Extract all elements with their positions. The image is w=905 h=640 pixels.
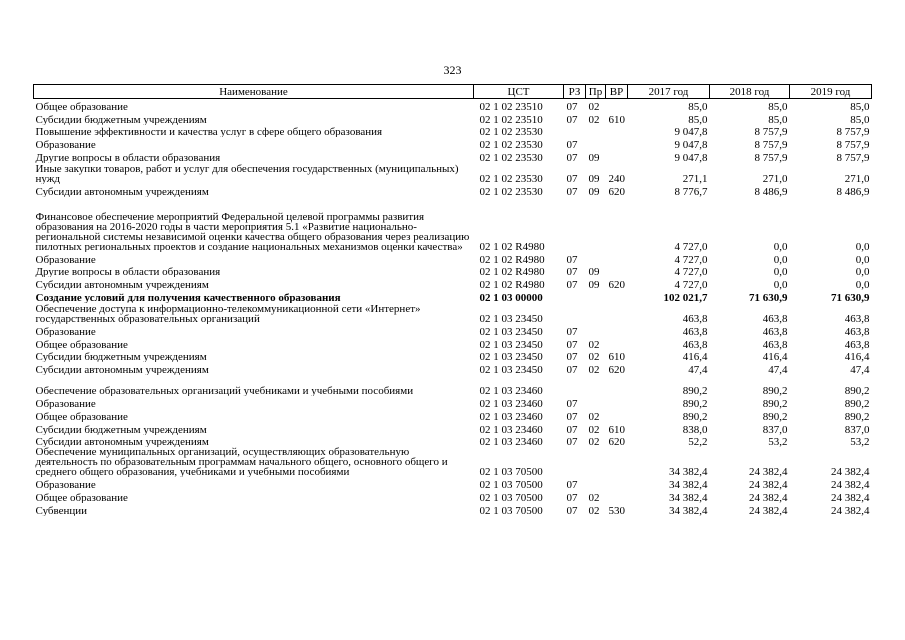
row-cst: 02 1 03 70500 xyxy=(479,491,543,503)
row-pr: 09 xyxy=(588,266,600,278)
header-name: Наименование xyxy=(34,85,474,99)
row-value-2018: 890,2 xyxy=(762,397,788,409)
row-value-2019: 47,4 xyxy=(850,364,870,376)
row-value-2018: 271,0 xyxy=(762,172,788,184)
row-cst: 02 1 02 R4980 xyxy=(479,253,545,265)
table-row xyxy=(34,375,872,396)
row-cst: 02 1 02 23530 xyxy=(479,185,543,197)
row-cst: 02 1 03 70500 xyxy=(479,466,543,478)
row-cst: 02 1 02 23510 xyxy=(479,113,543,125)
row-value-2017: 34 382,4 xyxy=(669,466,708,478)
row-value-2018: 53,2 xyxy=(768,436,788,448)
row-rz: 07 xyxy=(566,172,578,184)
row-name: Обеспечение муниципальных организаций, осуществляющих образовательную деятельность по образовательным программам начального общего, основного общего и среднего общего образования, учебниками и учебными пособиями xyxy=(35,447,448,478)
row-pr: 02 xyxy=(588,504,600,516)
row-name: Создание условий для получения качественного образования xyxy=(35,291,341,303)
row-pr: 02 xyxy=(588,338,600,350)
row-name: Обеспечение доступа к информационно-телекоммуникационной сети «Интернет» государственных образовательных организаций xyxy=(35,302,421,324)
row-cst: 02 1 03 70500 xyxy=(479,504,543,516)
header-pr: Пр xyxy=(586,85,606,99)
row-value-2017: 4 727,0 xyxy=(674,266,708,278)
row-value-2019: 24 382,4 xyxy=(831,479,870,491)
row-cst: 02 1 03 23460 xyxy=(479,397,543,409)
row-name: Другие вопросы в области образования xyxy=(35,151,221,163)
row-pr: 09 xyxy=(588,279,600,291)
row-value-2019: 0,0 xyxy=(855,279,870,291)
row-rz: 07 xyxy=(566,100,578,112)
row-value-2018: 890,2 xyxy=(762,410,788,422)
row-cst: 02 1 02 23530 xyxy=(479,126,543,138)
row-value-2018: 0,0 xyxy=(773,253,788,265)
row-value-2017: 463,8 xyxy=(682,338,708,350)
row-value-2019: 8 486,9 xyxy=(836,185,870,197)
row-name: Обеспечение образовательных организаций учебниками и учебными пособиями xyxy=(35,385,414,397)
row-rz xyxy=(564,303,586,324)
row-rz: 07 xyxy=(566,279,578,291)
row-value-2017: 890,2 xyxy=(682,385,708,397)
row-value-2019: 837,0 xyxy=(844,423,870,435)
row-vr xyxy=(606,137,628,150)
row-value-2019: 85,0 xyxy=(850,100,870,112)
row-cst: 02 1 03 23450 xyxy=(479,325,543,337)
row-value-2017: 890,2 xyxy=(682,410,708,422)
row-value-2017: 4 727,0 xyxy=(674,279,708,291)
row-value-2017: 463,8 xyxy=(682,312,708,324)
row-value-2019: 24 382,4 xyxy=(831,491,870,503)
row-value-2017: 890,2 xyxy=(682,397,708,409)
row-value-2019: 890,2 xyxy=(844,410,870,422)
row-vr: 620 xyxy=(608,185,625,197)
row-pr xyxy=(586,137,606,150)
row-vr xyxy=(606,396,628,409)
row-name: Общее образование xyxy=(35,100,128,112)
row-vr: 610 xyxy=(608,423,625,435)
table-row xyxy=(34,396,872,409)
row-value-2017: 34 382,4 xyxy=(669,491,708,503)
row-value-2018: 0,0 xyxy=(773,279,788,291)
row-pr: 02 xyxy=(588,410,600,422)
row-rz xyxy=(564,125,586,138)
row-rz: 07 xyxy=(566,351,578,363)
row-rz: 07 xyxy=(566,423,578,435)
table-row xyxy=(34,99,872,112)
row-value-2017: 416,4 xyxy=(682,351,708,363)
row-name: Образование xyxy=(35,325,96,337)
table-header xyxy=(34,85,872,99)
row-cst: 02 1 02 23530 xyxy=(479,151,543,163)
row-value-2017: 463,8 xyxy=(682,325,708,337)
row-value-2019: 890,2 xyxy=(844,397,870,409)
row-cst: 02 1 03 23460 xyxy=(479,385,543,397)
row-pr xyxy=(586,252,606,265)
row-name: Образование xyxy=(35,397,96,409)
row-value-2017: 34 382,4 xyxy=(669,504,708,516)
row-cst: 02 1 03 23460 xyxy=(479,410,543,422)
row-cst: 02 1 02 23510 xyxy=(479,100,543,112)
header-cst: ЦСТ xyxy=(474,85,564,99)
row-value-2018: 24 382,4 xyxy=(749,466,788,478)
row-pr xyxy=(586,324,606,337)
row-value-2017: 52,2 xyxy=(688,436,708,448)
table-row xyxy=(34,503,872,516)
row-pr: 02 xyxy=(588,436,600,448)
row-vr xyxy=(606,303,628,324)
table-row xyxy=(34,163,872,184)
row-vr xyxy=(606,477,628,490)
row-cst: 02 1 03 23450 xyxy=(479,364,543,376)
row-pr: 02 xyxy=(588,351,600,363)
row-value-2018: 463,8 xyxy=(762,312,788,324)
row-pr xyxy=(586,125,606,138)
table-row xyxy=(34,277,872,290)
row-name: Субсидии бюджетным учреждениям xyxy=(35,113,207,125)
row-name: Общее образование xyxy=(35,491,128,503)
row-value-2017: 85,0 xyxy=(688,100,708,112)
row-rz: 07 xyxy=(566,113,578,125)
row-rz: 07 xyxy=(566,253,578,265)
table-row xyxy=(34,324,872,337)
row-name: Субсидии автономным учреждениям xyxy=(35,279,209,291)
row-cst: 02 1 03 23460 xyxy=(479,423,543,435)
row-cst: 02 1 02 23530 xyxy=(479,139,543,151)
row-value-2017: 4 727,0 xyxy=(674,240,708,252)
row-value-2019: 53,2 xyxy=(850,436,870,448)
row-value-2018: 890,2 xyxy=(762,385,788,397)
row-value-2019: 8 757,9 xyxy=(836,151,870,163)
row-name: Субсидии бюджетным учреждениям xyxy=(35,351,207,363)
row-cst: 02 1 02 23530 xyxy=(479,172,543,184)
row-cst: 02 1 02 R4980 xyxy=(479,279,545,291)
row-cst: 02 1 02 R4980 xyxy=(479,240,545,252)
row-value-2019: 24 382,4 xyxy=(831,504,870,516)
row-vr xyxy=(606,409,628,422)
row-rz: 07 xyxy=(566,410,578,422)
row-pr: 02 xyxy=(588,491,600,503)
table-row xyxy=(34,125,872,138)
table-row xyxy=(34,265,872,278)
row-rz xyxy=(564,290,586,303)
header-2017: 2017 год xyxy=(628,85,710,99)
table-row xyxy=(34,447,872,477)
table-row xyxy=(34,137,872,150)
row-value-2019: 890,2 xyxy=(844,385,870,397)
header-2019: 2019 год xyxy=(790,85,872,99)
row-name: Субсидии бюджетным учреждениям xyxy=(35,423,207,435)
row-cst: 02 1 03 23450 xyxy=(479,312,543,324)
row-name: Общее образование xyxy=(35,410,128,422)
row-cst: 02 1 03 23460 xyxy=(479,436,543,448)
row-value-2018: 85,0 xyxy=(768,113,788,125)
row-name: Другие вопросы в области образования xyxy=(35,266,221,278)
row-pr xyxy=(586,197,606,252)
row-vr: 610 xyxy=(608,351,625,363)
row-value-2017: 271,1 xyxy=(682,172,708,184)
row-name: Иные закупки товаров, работ и услуг для обеспечения государственных (муниципальных) нужд xyxy=(35,162,459,184)
row-value-2017: 102 021,7 xyxy=(663,291,708,303)
row-value-2019: 271,0 xyxy=(844,172,870,184)
table-row xyxy=(34,477,872,490)
budget-table xyxy=(33,84,872,516)
row-value-2017: 9 047,8 xyxy=(674,139,708,151)
row-value-2018: 837,0 xyxy=(762,423,788,435)
row-rz: 07 xyxy=(566,325,578,337)
row-vr xyxy=(606,337,628,350)
row-value-2017: 47,4 xyxy=(688,364,708,376)
row-cst: 02 1 02 R4980 xyxy=(479,266,545,278)
row-vr xyxy=(606,99,628,112)
row-cst: 02 1 03 70500 xyxy=(479,479,543,491)
table-row xyxy=(34,112,872,125)
row-name: Образование xyxy=(35,139,96,151)
row-value-2018: 85,0 xyxy=(768,100,788,112)
row-value-2018: 47,4 xyxy=(768,364,788,376)
row-value-2019: 71 630,9 xyxy=(831,291,870,303)
row-rz: 07 xyxy=(566,504,578,516)
row-value-2018: 24 382,4 xyxy=(749,491,788,503)
row-name: Субсидии автономным учреждениям xyxy=(35,185,209,197)
row-value-2018: 8 486,9 xyxy=(754,185,788,197)
row-pr: 09 xyxy=(588,172,600,184)
row-vr xyxy=(606,447,628,477)
row-rz: 07 xyxy=(566,479,578,491)
row-value-2018: 0,0 xyxy=(773,266,788,278)
row-value-2019: 0,0 xyxy=(855,266,870,278)
row-cst: 02 1 03 23450 xyxy=(479,338,543,350)
row-name: Финансовое обеспечение мероприятий Федеральной целевой программы развития образования на 2016-2020 годы в части мероприятия 5.1 «Развитие национально-региональной системы независимой оценки качества общего образования через реализацию пилотных региональных проектов и создание национальных механизмов оценки качества» xyxy=(35,210,470,252)
row-name: Повышение эффективности и качества услуг в сфере общего образования xyxy=(35,126,383,138)
row-name: Образование xyxy=(35,253,96,265)
row-value-2019: 0,0 xyxy=(855,253,870,265)
table-row xyxy=(34,435,872,448)
row-value-2018: 71 630,9 xyxy=(749,291,788,303)
table-row xyxy=(34,303,872,324)
row-vr xyxy=(606,197,628,252)
row-value-2017: 34 382,4 xyxy=(669,479,708,491)
row-value-2018: 8 757,9 xyxy=(754,139,788,151)
row-vr: 530 xyxy=(608,504,625,516)
row-pr xyxy=(586,290,606,303)
row-rz: 07 xyxy=(566,338,578,350)
row-value-2019: 0,0 xyxy=(855,240,870,252)
row-rz xyxy=(564,375,586,396)
row-rz: 07 xyxy=(566,491,578,503)
row-pr: 09 xyxy=(588,185,600,197)
row-vr xyxy=(606,324,628,337)
row-rz: 07 xyxy=(566,151,578,163)
page-number: 323 xyxy=(443,63,462,77)
row-value-2018: 8 757,9 xyxy=(754,126,788,138)
row-value-2019: 463,8 xyxy=(844,325,870,337)
table-row xyxy=(34,490,872,503)
row-vr: 610 xyxy=(608,113,625,125)
row-vr xyxy=(606,150,628,163)
table-row xyxy=(34,150,872,163)
row-vr: 620 xyxy=(608,364,625,376)
table-row xyxy=(34,252,872,265)
row-value-2018: 0,0 xyxy=(773,240,788,252)
row-value-2017: 838,0 xyxy=(682,423,708,435)
row-value-2019: 24 382,4 xyxy=(831,466,870,478)
row-vr: 620 xyxy=(608,436,625,448)
row-pr xyxy=(586,447,606,477)
row-pr: 02 xyxy=(588,423,600,435)
row-value-2019: 463,8 xyxy=(844,312,870,324)
row-value-2017: 4 727,0 xyxy=(674,253,708,265)
row-vr xyxy=(606,490,628,503)
row-rz: 07 xyxy=(566,185,578,197)
row-value-2019: 8 757,9 xyxy=(836,126,870,138)
row-cst: 02 1 03 23450 xyxy=(479,351,543,363)
row-rz: 07 xyxy=(566,436,578,448)
row-value-2018: 24 382,4 xyxy=(749,479,788,491)
row-rz xyxy=(564,447,586,477)
row-vr xyxy=(606,375,628,396)
row-value-2018: 463,8 xyxy=(762,338,788,350)
row-pr xyxy=(586,396,606,409)
row-value-2017: 8 776,7 xyxy=(674,185,708,197)
row-vr xyxy=(606,252,628,265)
row-name: Общее образование xyxy=(35,338,128,350)
row-vr xyxy=(606,290,628,303)
row-value-2017: 9 047,8 xyxy=(674,126,708,138)
row-name: Образование xyxy=(35,479,96,491)
row-vr: 620 xyxy=(608,279,625,291)
row-rz: 07 xyxy=(566,397,578,409)
row-pr: 02 xyxy=(588,364,600,376)
header-2018: 2018 год xyxy=(710,85,790,99)
table-body xyxy=(34,99,872,516)
table-row xyxy=(34,362,872,375)
row-pr: 02 xyxy=(588,100,600,112)
row-cst: 02 1 03 00000 xyxy=(479,291,543,303)
row-value-2019: 463,8 xyxy=(844,338,870,350)
row-pr: 09 xyxy=(588,151,600,163)
row-value-2018: 463,8 xyxy=(762,325,788,337)
row-pr xyxy=(586,477,606,490)
row-rz: 07 xyxy=(566,139,578,151)
table-row xyxy=(34,350,872,363)
row-vr: 240 xyxy=(608,172,625,184)
table-row xyxy=(34,409,872,422)
table-row xyxy=(34,184,872,197)
row-rz: 07 xyxy=(566,266,578,278)
row-value-2019: 416,4 xyxy=(844,351,870,363)
row-name: Субсидии автономным учреждениям xyxy=(35,436,209,448)
row-name: Субвенции xyxy=(35,504,88,516)
row-rz: 07 xyxy=(566,364,578,376)
row-vr xyxy=(606,265,628,278)
table-row xyxy=(34,197,872,252)
row-value-2018: 8 757,9 xyxy=(754,151,788,163)
table-row xyxy=(34,422,872,435)
row-pr xyxy=(586,375,606,396)
row-rz xyxy=(564,197,586,252)
row-value-2019: 8 757,9 xyxy=(836,139,870,151)
row-pr xyxy=(586,303,606,324)
row-vr xyxy=(606,125,628,138)
row-pr: 02 xyxy=(588,113,600,125)
row-value-2018: 24 382,4 xyxy=(749,504,788,516)
row-value-2019: 85,0 xyxy=(850,113,870,125)
table-row xyxy=(34,337,872,350)
row-name: Субсидии автономным учреждениям xyxy=(35,364,209,376)
header-rz: РЗ xyxy=(564,85,586,99)
row-value-2018: 416,4 xyxy=(762,351,788,363)
row-value-2017: 9 047,8 xyxy=(674,151,708,163)
row-value-2017: 85,0 xyxy=(688,113,708,125)
table-row xyxy=(34,290,872,303)
header-vr: ВР xyxy=(606,85,628,99)
